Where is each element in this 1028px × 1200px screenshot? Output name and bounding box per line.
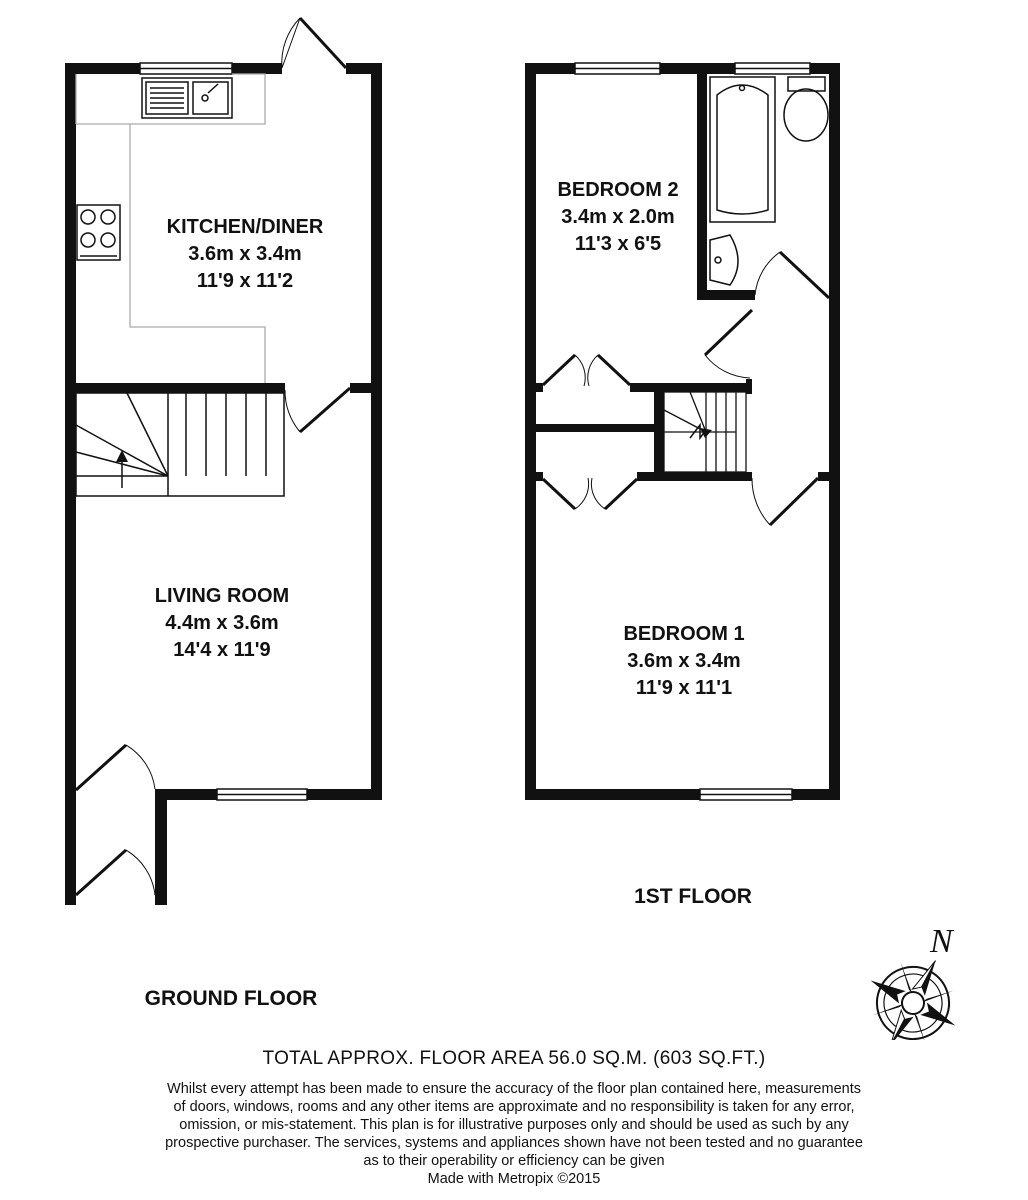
svg-text:4.4m x 3.6m: 4.4m x 3.6m xyxy=(165,612,279,634)
hob-icon xyxy=(77,205,120,260)
ground-floor-doors xyxy=(76,18,350,895)
first-floor-staircase xyxy=(664,392,746,472)
svg-text:KITCHEN/DINER: KITCHEN/DINER xyxy=(166,216,324,238)
bedroom-2-label xyxy=(557,179,678,255)
disclaimer-line: Whilst every attempt has been made to ensure the accuracy of the floor plan contained here, measurements xyxy=(167,1081,861,1097)
bathroom-fixtures xyxy=(710,77,828,285)
ground-floor-staircase xyxy=(76,393,284,496)
disclaimer-line: as to their operability or efficiency can be given xyxy=(363,1153,665,1169)
credit-line: Made with Metropix ©2015 xyxy=(427,1171,601,1187)
svg-text:11'9 x 11'2: 11'9 x 11'2 xyxy=(196,270,294,292)
svg-text:LIVING ROOM: LIVING ROOM xyxy=(154,585,290,607)
ground-floor-windows xyxy=(140,63,307,800)
compass-rose-icon xyxy=(848,938,978,1040)
basin-icon xyxy=(710,235,738,285)
bedroom-1-label xyxy=(623,623,744,699)
ground-floor-label: GROUND FLOOR xyxy=(144,987,318,1010)
disclaimer-line: of doors, windows, rooms and any other items are approximate and no responsibility is taken for any error, xyxy=(173,1099,855,1115)
svg-text:11'9 x 11'1: 11'9 x 11'1 xyxy=(635,677,733,699)
svg-text:BEDROOM 2: BEDROOM 2 xyxy=(557,179,679,201)
toilet-icon xyxy=(784,77,828,141)
svg-text:3.6m x 3.4m: 3.6m x 3.4m xyxy=(627,650,741,672)
svg-text:11'3 x 6'5: 11'3 x 6'5 xyxy=(574,233,662,255)
svg-text:3.6m x 3.4m: 3.6m x 3.4m xyxy=(188,243,302,265)
svg-text:3.4m x 2.0m: 3.4m x 2.0m xyxy=(561,206,675,228)
kitchen-label xyxy=(167,216,324,292)
svg-text:BEDROOM 1: BEDROOM 1 xyxy=(623,623,745,645)
bath-icon xyxy=(710,77,775,222)
first-floor-label: 1ST FLOOR xyxy=(634,885,752,908)
svg-text:14'4 x 11'9: 14'4 x 11'9 xyxy=(173,639,271,661)
disclaimer-line: prospective purchaser. The services, systems and appliances shown have not been tested and no guarantee xyxy=(165,1135,863,1151)
compass-north-letter: N xyxy=(930,923,953,960)
living-room-label xyxy=(155,585,289,661)
disclaimer-line: omission, or mis-statement. This plan is for illustrative purposes only and should be used as such by any xyxy=(179,1117,849,1133)
total-floor-area: TOTAL APPROX. FLOOR AREA 56.0 SQ.M. (603 SQ.FT.) xyxy=(262,1048,766,1069)
disclaimer xyxy=(0,1080,1028,1188)
kitchen-sink-icon xyxy=(142,78,232,118)
ground-floor-plan xyxy=(65,63,382,905)
